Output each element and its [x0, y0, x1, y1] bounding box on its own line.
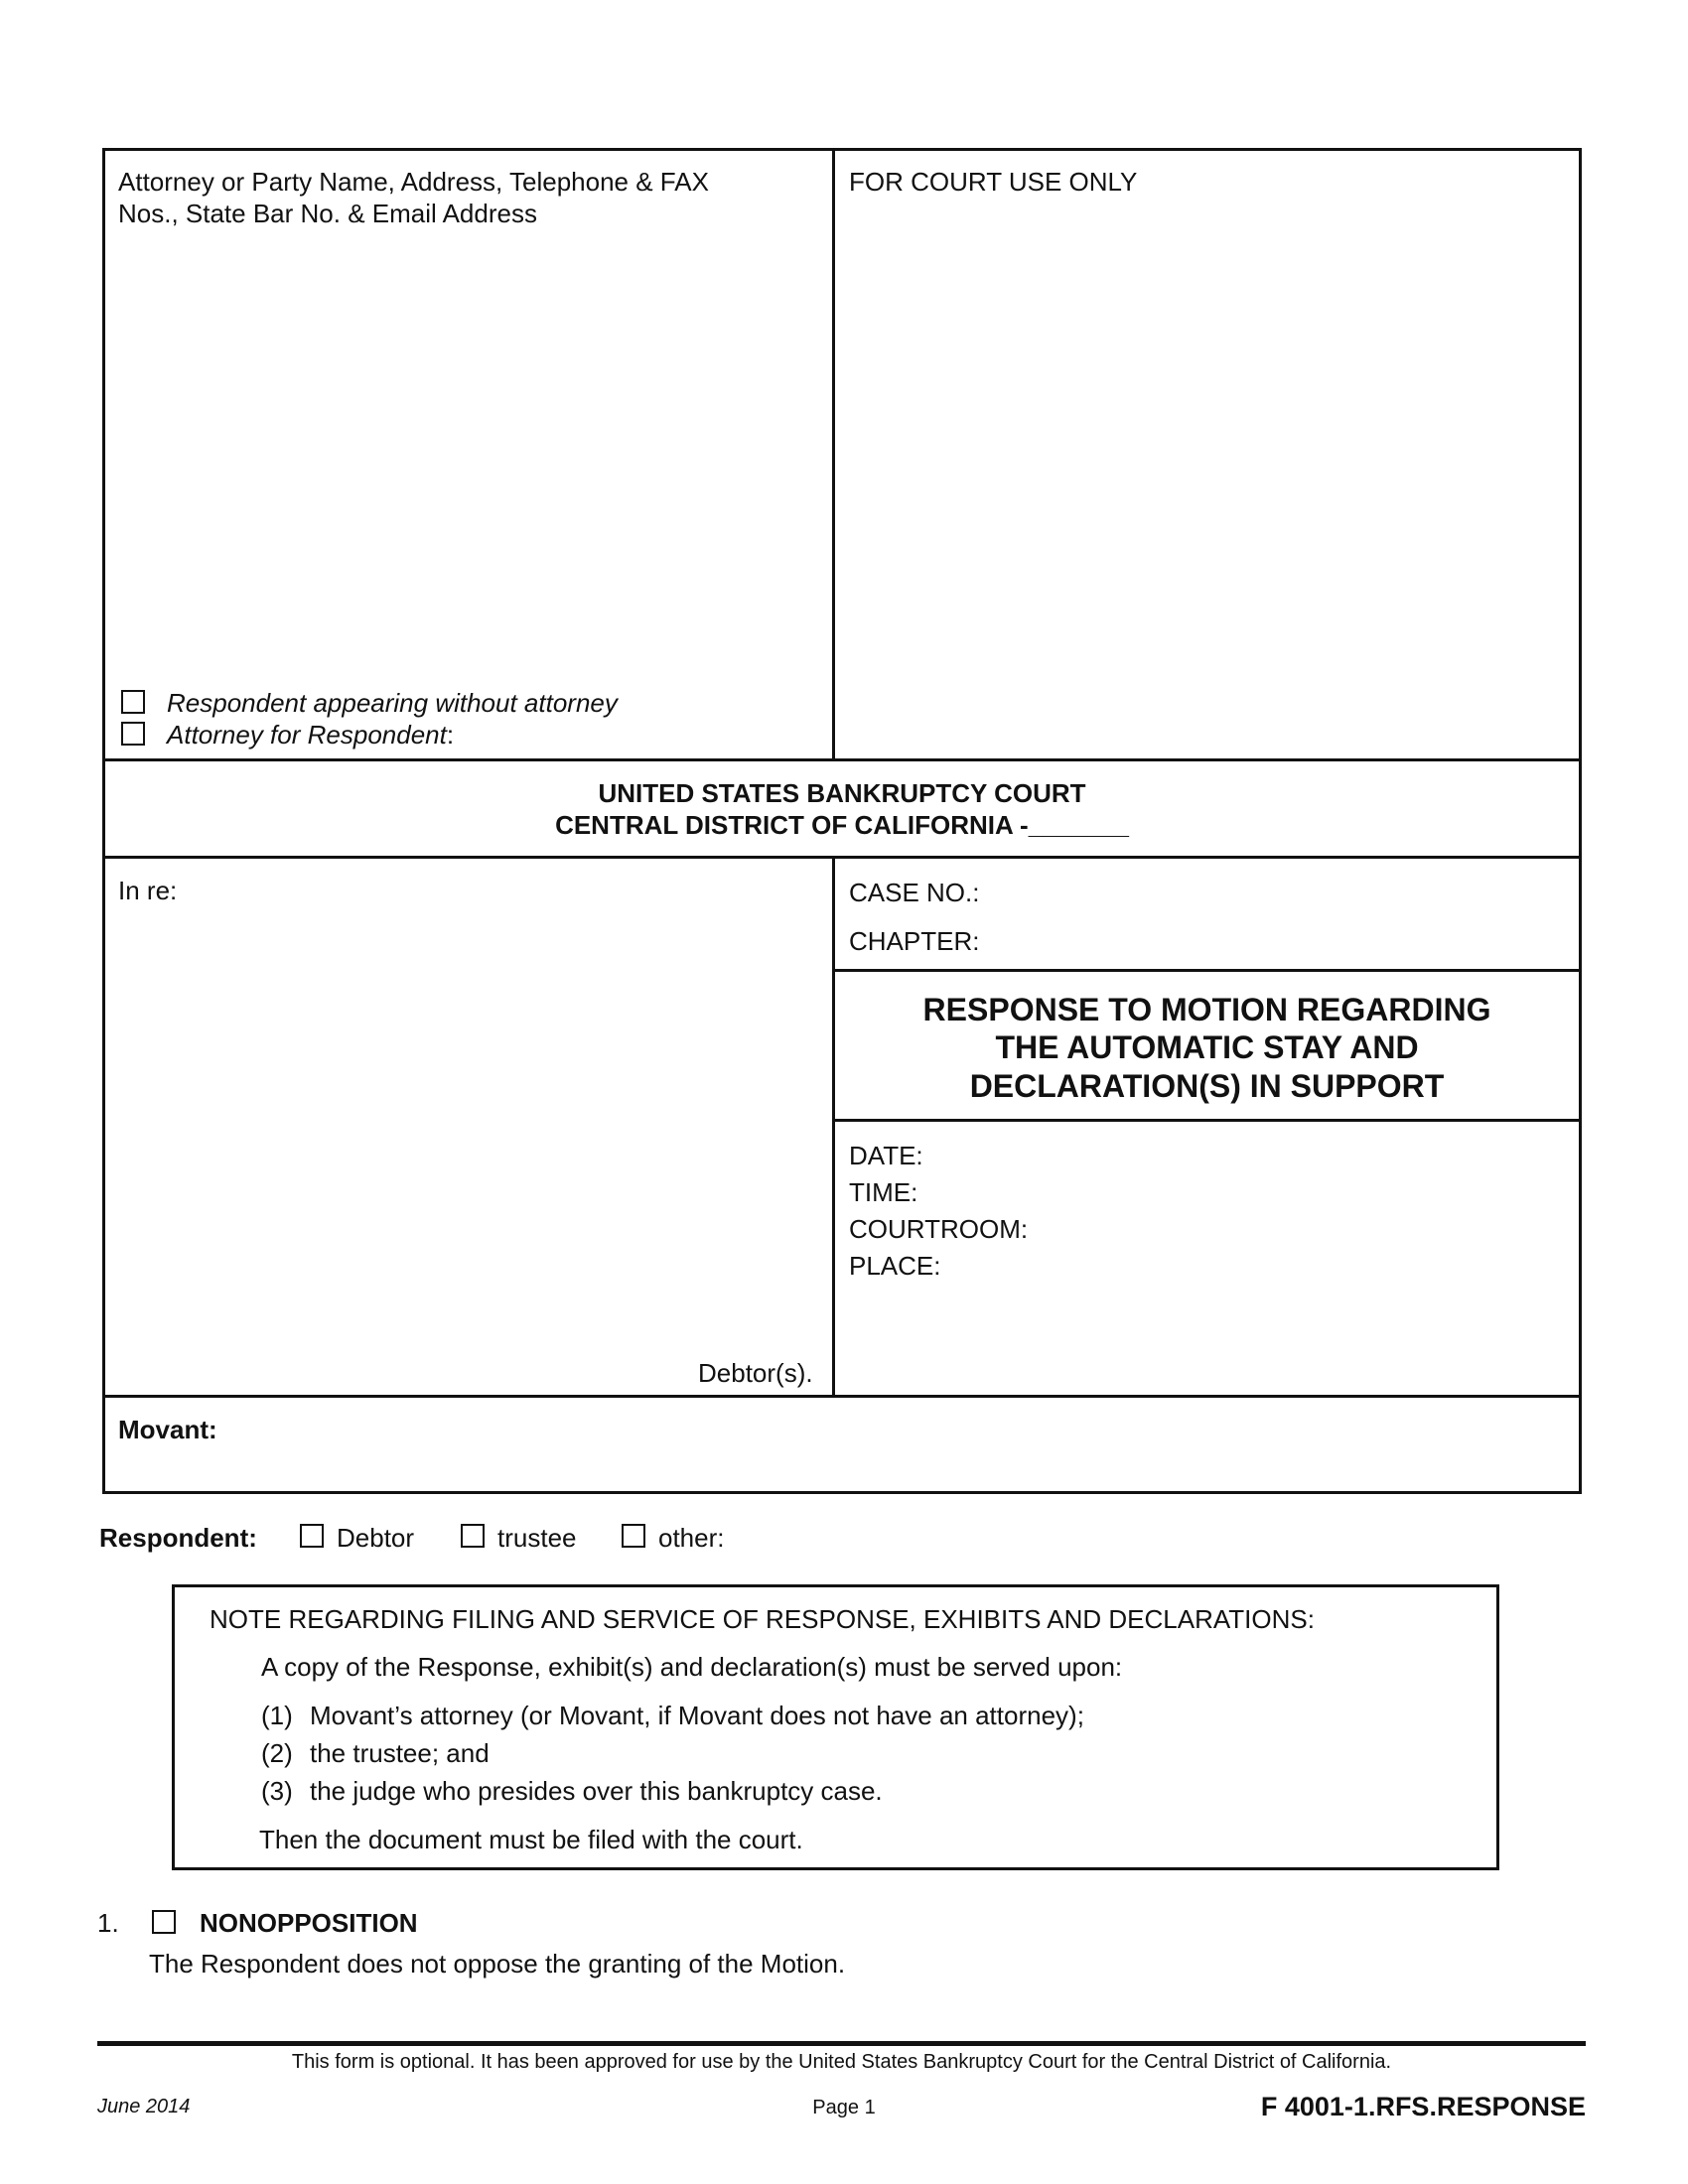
court-use-label: FOR COURT USE ONLY: [849, 167, 1138, 197]
chapter-label: CHAPTER:: [849, 926, 980, 956]
form-title-line2: THE AUTOMATIC STAY AND: [995, 1029, 1419, 1065]
attorney-label-line1: Attorney or Party Name, Address, Telephone & FAX: [118, 167, 709, 197]
attorney-label-line2: Nos., State Bar No. & Email Address: [118, 199, 537, 228]
title-bottom-rule: [832, 1119, 1582, 1122]
note-item-2-number: (2): [261, 1738, 293, 1768]
in-re-label: In re:: [118, 876, 178, 905]
attorney-for-respondent-text: Attorney for Respondent: [167, 720, 447, 750]
note-item-1-text: Movant’s attorney (or Movant, if Movant does not have an attorney);: [310, 1701, 1084, 1730]
note-item-1-number: (1): [261, 1701, 293, 1730]
hearing-time-label: TIME:: [849, 1177, 918, 1207]
attorney-for-respondent-colon: :: [446, 720, 455, 750]
movant-top-rule: [102, 1395, 1582, 1398]
hearing-date-label: DATE:: [849, 1141, 923, 1170]
footer-form-id: F 4001-1.RFS.RESPONSE: [1260, 2092, 1586, 2121]
respondent-debtor-label: Debtor: [337, 1523, 415, 1553]
case-number-label: CASE NO.:: [849, 878, 980, 907]
court-header-bottom-rule: [102, 856, 1582, 859]
court-name: UNITED STATES BANKRUPTCY COURT: [598, 778, 1086, 808]
caption-vertical-divider-bottom: [832, 856, 835, 1398]
form-title-line1: RESPONSE TO MOTION REGARDING: [922, 992, 1491, 1027]
movant-label: Movant:: [118, 1415, 217, 1444]
respondent-debtor-checkbox[interactable]: [300, 1524, 324, 1548]
hearing-place-label: PLACE:: [849, 1251, 941, 1281]
court-district: CENTRAL DISTRICT OF CALIFORNIA -_______: [555, 810, 1129, 840]
section-1-number: 1.: [97, 1908, 119, 1938]
attorney-for-respondent-label: [167, 719, 454, 751]
form-title-line3: DECLARATION(S) IN SUPPORT: [969, 1068, 1445, 1104]
note-item-3-text: the judge who presides over this bankruptcy case.: [310, 1776, 883, 1806]
footer-date: June 2014: [97, 2096, 191, 2117]
caption-vertical-divider-top: [832, 148, 835, 760]
attorney-for-respondent-checkbox[interactable]: [121, 722, 145, 746]
court-header-top-rule: [102, 758, 1582, 761]
respondent-other-checkbox[interactable]: [622, 1524, 645, 1548]
note-intro: A copy of the Response, exhibit(s) and declaration(s) must be served upon:: [261, 1652, 1123, 1682]
respondent-other-label: other:: [658, 1523, 725, 1553]
nonopposition-text: The Respondent does not oppose the granting of the Motion.: [149, 1949, 846, 1979]
without-attorney-checkbox[interactable]: [121, 690, 145, 714]
debtor-label: Debtor(s).: [698, 1358, 813, 1388]
note-item-2-text: the trustee; and: [310, 1738, 490, 1768]
note-closing: Then the document must be filed with the court.: [259, 1825, 803, 1854]
nonopposition-title: NONOPPOSITION: [200, 1908, 418, 1938]
note-item-3-number: (3): [261, 1776, 293, 1806]
hearing-courtroom-label: COURTROOM:: [849, 1214, 1029, 1244]
respondent-trustee-checkbox[interactable]: [461, 1524, 485, 1548]
footer-page-number: Page 1: [812, 2097, 876, 2118]
without-attorney-label: Respondent appearing without attorney: [167, 688, 618, 718]
nonopposition-checkbox[interactable]: [152, 1910, 176, 1934]
footer-notice: This form is optional. It has been approved for use by the United States Bankruptcy Court for the Central District of California.: [291, 2051, 1392, 2073]
footer-rule: [97, 2041, 1586, 2046]
case-info-bottom-rule: [832, 969, 1582, 972]
respondent-label: Respondent:: [99, 1523, 257, 1553]
note-heading: NOTE REGARDING FILING AND SERVICE OF RESPONSE, EXHIBITS AND DECLARATIONS:: [210, 1604, 1315, 1634]
respondent-trustee-label: trustee: [497, 1523, 577, 1553]
